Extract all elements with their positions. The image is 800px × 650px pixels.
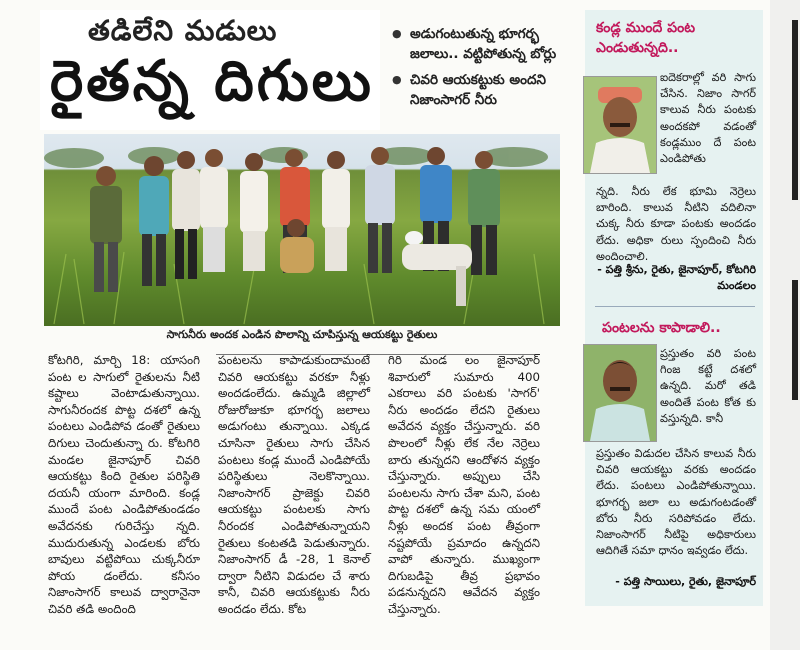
quote-credit: - పత్తి శ్రీను, రైతు, జైనాపూర్, కోటగిరి మండలం [597,263,756,292]
subheadline-bullet: ● అడుగంటుతున్న భూగర్భ జలాలు.. వట్టిపోతున్న బోర్లు [392,24,582,64]
subheadline-bullet: ● చివరి ఆయకట్టుకు అందని నిజాంసాగర్ నీరు [392,70,582,110]
article-kicker: తడిలేని మడులు [88,14,278,47]
quote-credit: - పత్తి సాయిలు, రైతు, జైనాపూర్ [615,575,756,588]
quote-text: ఐదెకరాల్లో వరి సాగు చేసిన. నిజాం సాగర్ కాలువ నీరు పంటకు అందకపో వడంతో కండ్లముం దే పంట ఎండిపోతు [660,71,756,166]
article-column: కోటగిరి, మార్చి 18: యాసంగి పంట ల సాగులో రైతులను నీటి కష్టాలు వెంటాడుతున్నాయి. సాగునీరందక పొట్ట దశలో ఉన్న పంటలు ఎండిపోవ డంతో రైతులు దిగులు చెందుతున్నా రు. కోటగిరి మండల జైనాపూర్ చివరి ఆయకట్టు కింది రైతుల పరిస్థితి దయనీ యంగా మారింది. కండ్ల ముందే పంట ఎండిపోతుండడం అవేదనకు గురిచేస్తు న్నది. ముదురుతున్న ఎండలకు బోరు బావులు వట్టిపోయి చుక్కనీరూ పోయ డంలేదు. కనీసం నిజాంసాగర్ కాలువ ద్వారానైనా చివరి తడి అందింది [48,353,200,616]
subheadline-bullets [392,24,582,116]
quote-title: కండ్ల ముందే పంట ఎండుతున్నది.. [596,20,696,56]
sidebar-divider [595,306,755,307]
article-headline: రైతన్న దిగులు [50,49,374,114]
article-column: గిరి మండ లం జైనాపూర్ శివారులో సుమారు 400 ఎకరాలు వరి పంటకు 'సాగర్' నీరు అందడం లేదని రైతులు అవేదన వ్యక్తం చేస్తున్నారు. వరి పొలంలో నీళ్లు లేక నేల నెర్రెలు బారు తున్నదని ఆందోళన వ్యక్తం చేస్తున్నారు. అప్పులు చేసి పంటలను సాగు చేశా మని, పంట పొట్ట దశలో ఉన్న సమ యంలో నీళ్లు అందక పంట తీవ్రంగా నష్టపోయే ప్రమాదం ఉన్నదని వాపో తున్నారు. ముఖ్యంగా దిగుబడిపై తీవ్ర ప్రభావం పడనున్నదని ఆవేదన వ్యక్తం చేస్తున్నారు. [388,353,540,616]
photo-caption: సాగునీరు అందక ఎండిన పొలాన్ని చూపిస్తున్న ఆయకట్టు రైతులు [166,328,438,341]
farmer-portrait [583,344,657,442]
adjacent-page-edge [770,0,800,650]
quote-text: ప్రస్తుతం వరి పంట గింజ కట్టే దశలో ఉన్నది. మరో తడి అందితే పంట కోత కు వస్తున్నది. కానీ [660,347,756,425]
farmer-portrait [583,76,657,174]
news-photo [44,134,560,326]
quote-text: న్నది. నీరు లేక భూమి నెర్రెలు బారింది. కాలువ నీటిని వదిలినా చుక్క నీరు కూడా పంటకు అందడం లేదు. అధికా రులు స్పందించి నీరు అందించాలి. [596,185,756,263]
quote-text: ప్రస్తుతం విడుదల చేసిన కాలువ నీరు చివరి ఆయకట్టు వరకు అందడం లేదు. పంటలు ఎండిపోతున్నాయి. భూగర్భ జలా లు అడుగంటడంతో బోరు నీరు సరిపోవడం లేదు. నిజాంసాగర్ నీటిపై అధికారులు ఆదిగితే సమా ధానం ఇవ్వడం లేదు. [596,447,756,558]
quote-title: పంటలను కాపాడాలి.. [602,320,721,336]
article-column: పంటలను కాపాడుకుందామంటే చివరి ఆయకట్టు వరకూ నీళ్లు అందడంలేదు. ఉమ్మడి జిల్లాలో రోజురోజుకూ భూగర్భ జలాలు అడుగంటు తున్నాయి. ఎక్కడ చూసినా రైతులు సాగు చేసిన పంటలు కండ్ల ముందే ఎండిపోయే పరిస్థితులు నెలకొన్నాయి. నిజాంసాగర్ ప్రాజెక్టు చివరి ఆయకట్టు పంటలకు సాగు నీరందక ఎండిపోతున్నాయని రైతులు కంటతడి పెడుతున్నారు. నిజాంసాగర్ డీ -28, 1 కెనాల్ ద్వారా నీటిని విడుదల చే శారు కానీ, చివరి ఆయకట్టుకు నీరు అందడం లేదు. కోట [218,353,370,616]
